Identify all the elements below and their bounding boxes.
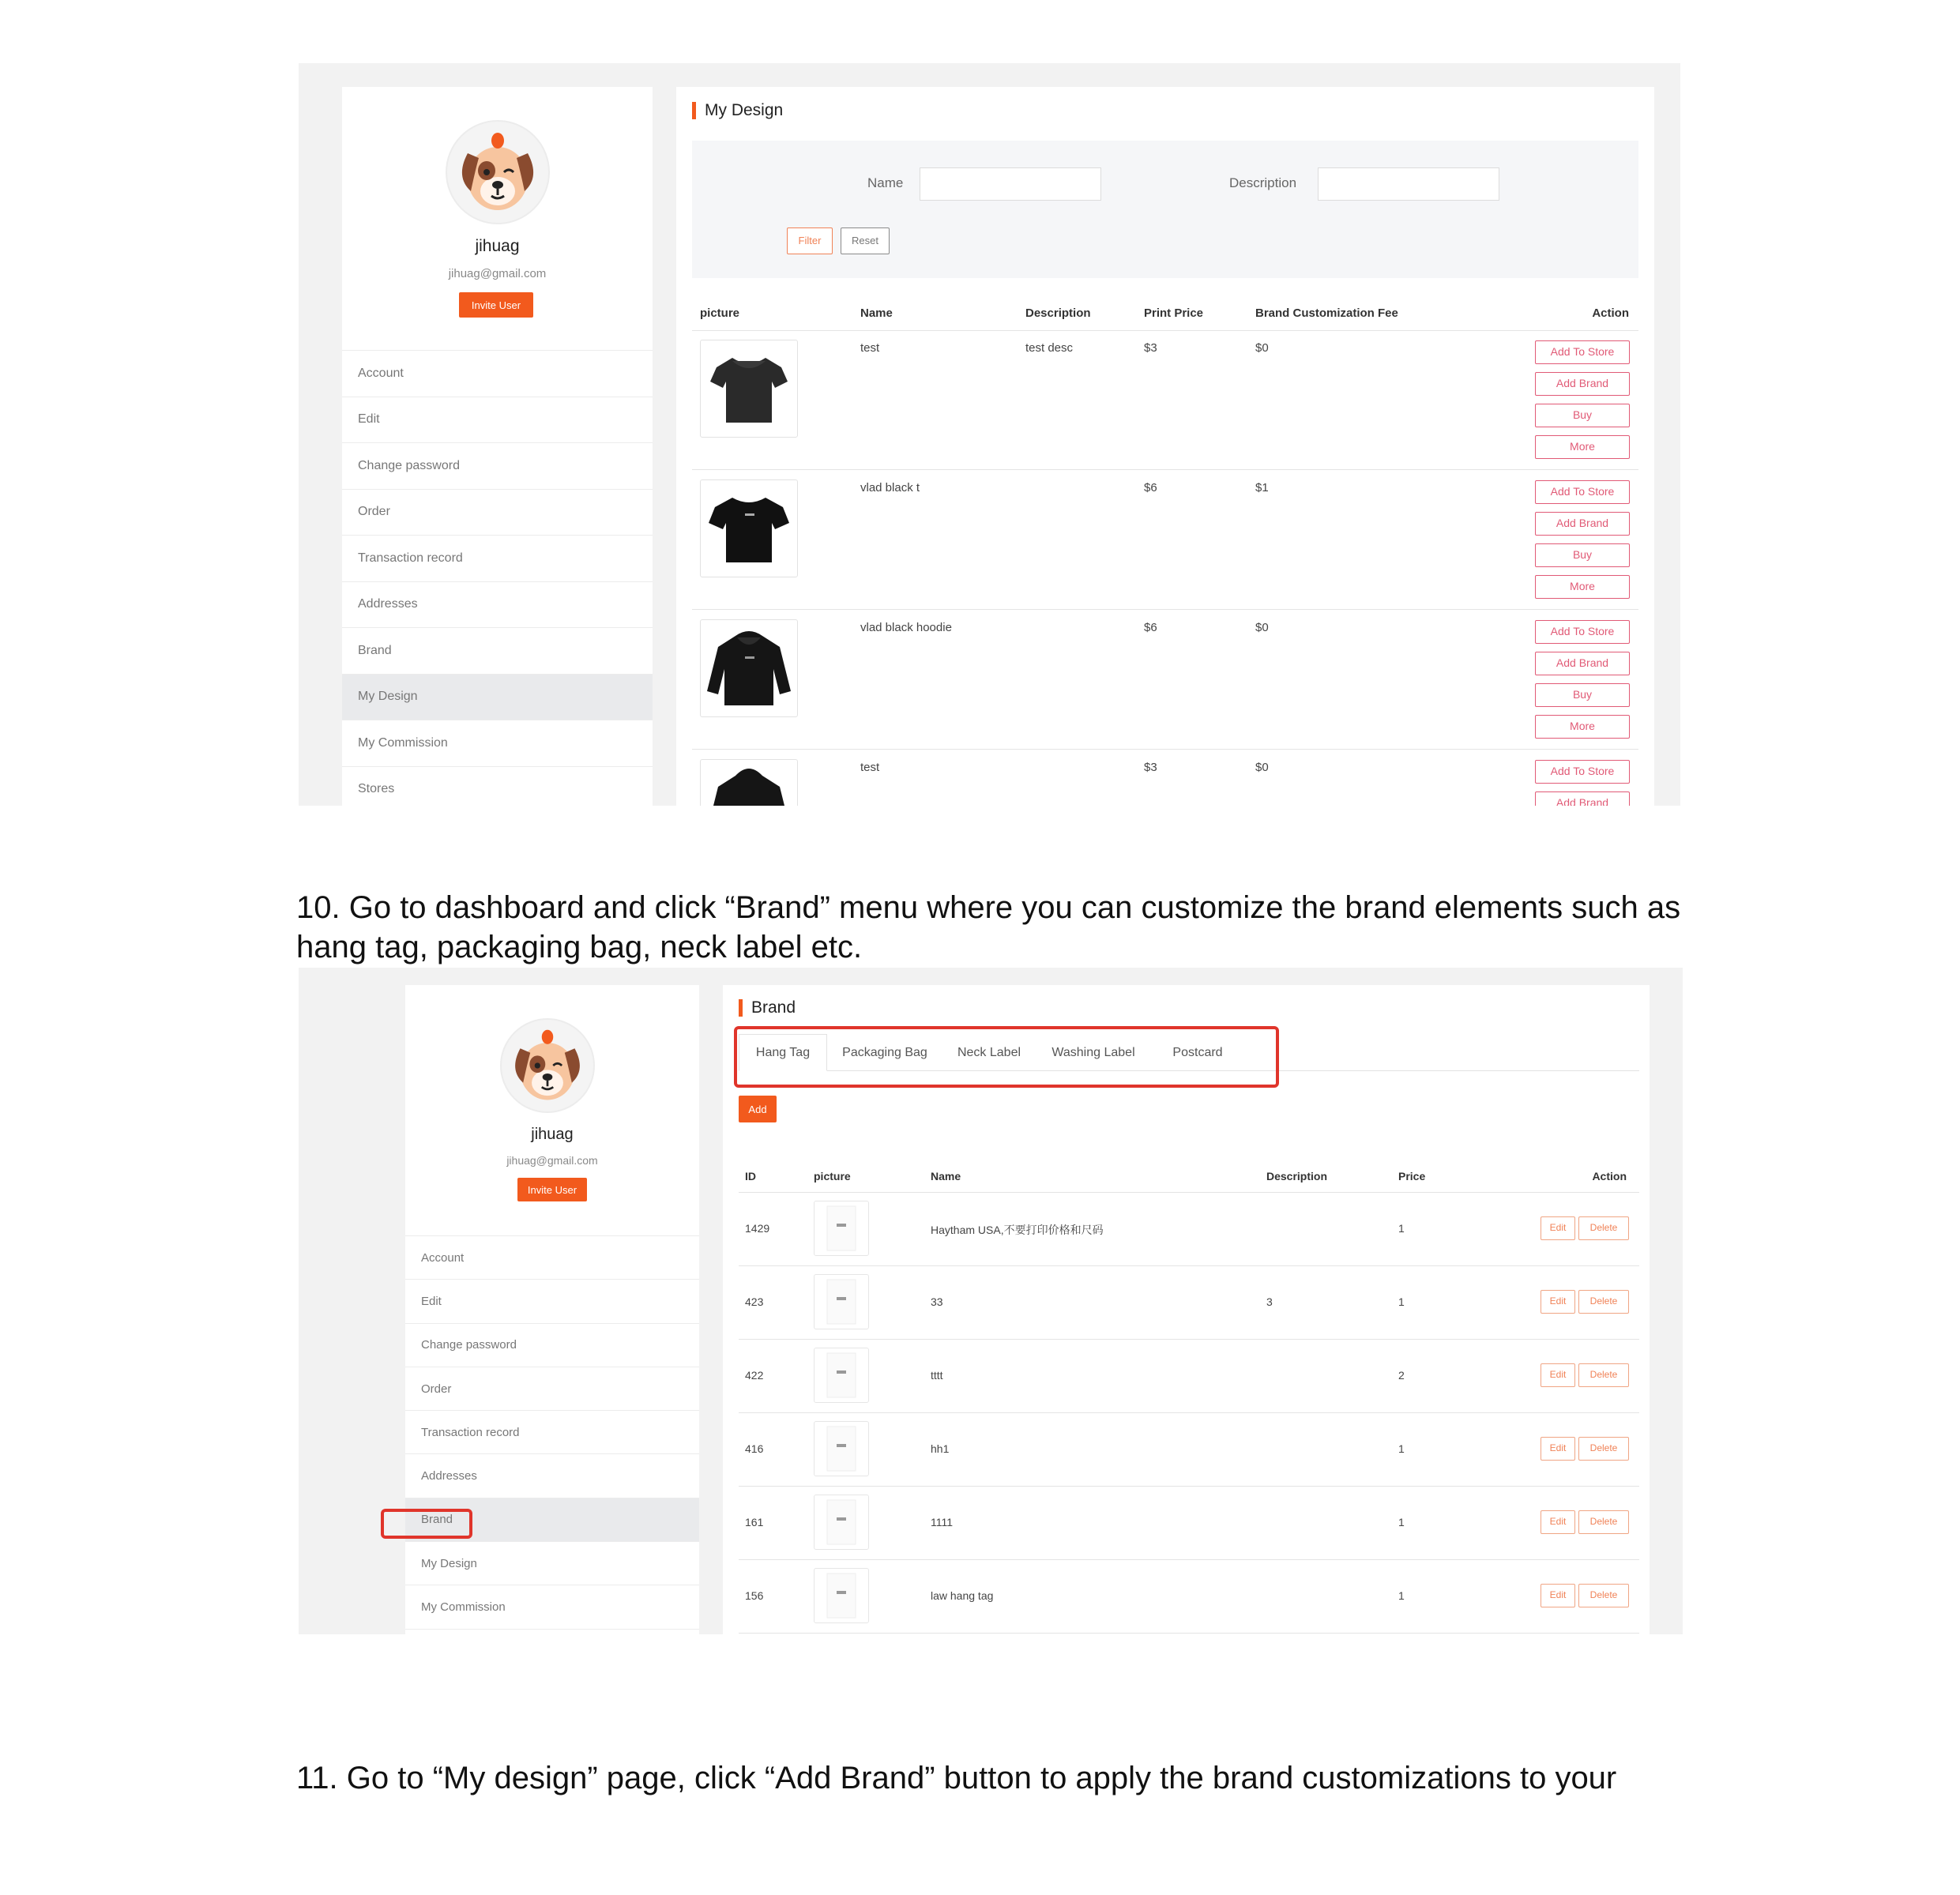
- col-name: Name: [931, 1170, 961, 1182]
- sidebar-item-brand[interactable]: Brand: [405, 1498, 699, 1542]
- delete-button[interactable]: Delete: [1578, 1363, 1629, 1387]
- row-brand-fee: $0: [1255, 621, 1269, 634]
- row-id: 423: [745, 1295, 764, 1308]
- col-picture: picture: [700, 306, 740, 320]
- filter-button[interactable]: Filter: [787, 227, 833, 254]
- row-id: 422: [745, 1368, 764, 1382]
- hang-tag-thumbnail[interactable]: [814, 1421, 869, 1476]
- header-divider: [739, 1192, 1639, 1193]
- sidebar-menu: [405, 1235, 699, 1630]
- title-accent: [739, 999, 743, 1017]
- tabs-highlight: [734, 1026, 1279, 1088]
- name-input[interactable]: [920, 167, 1101, 201]
- row-id: 416: [745, 1442, 764, 1455]
- my-design-panel: [676, 87, 1654, 806]
- row-name: vlad black hoodie: [860, 621, 952, 634]
- col-brand-fee: Brand Customization Fee: [1255, 306, 1398, 320]
- add-to-store-button[interactable]: Add To Store: [1535, 480, 1630, 504]
- dog-avatar-icon: [502, 1020, 593, 1111]
- description-label: Description: [1229, 175, 1297, 190]
- row-price: 1: [1398, 1221, 1405, 1235]
- add-to-store-button[interactable]: Add To Store: [1535, 760, 1630, 784]
- row-name: 1111: [931, 1515, 954, 1528]
- row-name: vlad black t: [860, 481, 920, 494]
- screenshot-my-design: [299, 63, 1680, 806]
- sidebar-item-account[interactable]: Account: [405, 1236, 699, 1280]
- design-thumbnail[interactable]: [700, 340, 798, 438]
- name-label: Name: [867, 175, 904, 190]
- more-button[interactable]: More: [1535, 435, 1630, 459]
- tshirt-icon: [701, 340, 797, 437]
- row-name: Haytham USA,不要打印价格和尺码: [931, 1223, 1104, 1236]
- col-picture: picture: [814, 1170, 851, 1182]
- sidebar-item-order[interactable]: Order: [342, 490, 653, 536]
- user-email: jihuag@gmail.com: [448, 267, 547, 280]
- sidebar-item-transaction-record[interactable]: Transaction record: [342, 536, 653, 582]
- row-name: test: [860, 761, 880, 774]
- row-price: 1: [1398, 1295, 1405, 1308]
- sidebar-item-my-design[interactable]: My Design: [405, 1542, 699, 1585]
- avatar[interactable]: [446, 120, 550, 224]
- hang-tag-icon: [814, 1495, 868, 1549]
- row-print-price: $6: [1144, 621, 1157, 634]
- col-action: Action: [1592, 1170, 1627, 1182]
- hoodie-icon: [701, 620, 797, 716]
- sidebar-item-edit[interactable]: Edit: [405, 1280, 699, 1323]
- row-brand-fee: $1: [1255, 481, 1269, 494]
- row-id: 1429: [745, 1221, 770, 1235]
- sidebar-item-my-commission[interactable]: My Commission: [405, 1585, 699, 1629]
- username: jihuag: [475, 237, 520, 255]
- delete-button[interactable]: Delete: [1578, 1584, 1629, 1607]
- header-divider: [692, 330, 1638, 331]
- col-price: Price: [1398, 1170, 1426, 1182]
- row-brand-fee: $0: [1255, 761, 1269, 774]
- hang-tag-thumbnail[interactable]: [814, 1348, 869, 1403]
- row-divider: [739, 1486, 1639, 1487]
- add-to-store-button[interactable]: Add To Store: [1535, 340, 1630, 364]
- page-title: My Design: [705, 101, 784, 119]
- sidebar-item-change-password[interactable]: Change password: [405, 1324, 699, 1367]
- buy-button[interactable]: Buy: [1535, 683, 1630, 707]
- row-print-price: $3: [1144, 341, 1157, 355]
- col-print-price: Print Price: [1144, 306, 1204, 320]
- add-button[interactable]: Add: [739, 1096, 777, 1122]
- username: jihuag: [531, 1126, 574, 1143]
- delete-button[interactable]: Delete: [1578, 1437, 1629, 1461]
- design-thumbnail[interactable]: [700, 619, 798, 717]
- user-email: jihuag@gmail.com: [506, 1154, 598, 1167]
- row-price: 1: [1398, 1589, 1405, 1602]
- sidebar-item-order[interactable]: Order: [405, 1367, 699, 1411]
- row-name: tttt: [931, 1368, 943, 1382]
- row-name: hh1: [931, 1442, 950, 1455]
- col-description: Description: [1266, 1170, 1328, 1182]
- row-divider: [739, 1339, 1639, 1340]
- col-action: Action: [1592, 306, 1629, 320]
- invite-user-button[interactable]: Invite User: [459, 292, 533, 318]
- tab-postcard[interactable]: Postcard: [1172, 1046, 1223, 1059]
- brand-menu-highlight: [381, 1509, 472, 1539]
- row-divider: [739, 1559, 1639, 1560]
- sidebar-item-stores[interactable]: Stores: [342, 767, 653, 807]
- col-id: ID: [745, 1170, 756, 1182]
- sidebar-menu: [342, 350, 653, 806]
- row-divider: [739, 1412, 1639, 1413]
- row-divider: [739, 1265, 1639, 1266]
- tab-hang-tag[interactable]: Hang Tag: [739, 1034, 827, 1071]
- row-name: 33: [931, 1295, 943, 1308]
- description-input[interactable]: [1318, 167, 1499, 201]
- add-brand-button[interactable]: Add Brand: [1535, 372, 1630, 396]
- add-to-store-button[interactable]: Add To Store: [1535, 620, 1630, 644]
- instruction-step-11: 11. Go to “My design” page, click “Add Brand” button to apply the brand customizations to your: [296, 1761, 1617, 1795]
- edit-button[interactable]: Edit: [1541, 1437, 1575, 1461]
- row-print-price: $6: [1144, 481, 1157, 494]
- title-accent: [692, 102, 696, 119]
- tshirt-icon: [701, 480, 797, 577]
- buy-button[interactable]: Buy: [1535, 543, 1630, 567]
- edit-button[interactable]: Edit: [1541, 1290, 1575, 1314]
- screenshot-brand: [299, 968, 1683, 1634]
- more-button[interactable]: More: [1535, 575, 1630, 599]
- add-brand-button[interactable]: Add Brand: [1535, 512, 1630, 536]
- tab-neck-label[interactable]: Neck Label: [957, 1046, 1021, 1059]
- row-price: 1: [1398, 1515, 1405, 1528]
- sidebar-item-addresses[interactable]: Addresses: [342, 582, 653, 629]
- row-id: 161: [745, 1515, 764, 1528]
- sidebar-item-my-commission[interactable]: My Commission: [342, 720, 653, 767]
- design-thumbnail[interactable]: [700, 479, 798, 577]
- avatar[interactable]: [500, 1018, 595, 1113]
- hang-tag-thumbnail[interactable]: [814, 1568, 869, 1623]
- sidebar-item-change-password[interactable]: Change password: [342, 443, 653, 490]
- sidebar-item-account[interactable]: Account: [342, 351, 653, 397]
- page-title: Brand: [751, 998, 796, 1017]
- edit-button[interactable]: Edit: [1541, 1510, 1575, 1534]
- sidebar-item-transaction-record[interactable]: Transaction record: [405, 1411, 699, 1454]
- hang-tag-icon: [814, 1201, 868, 1255]
- sidebar-item-my-design[interactable]: My Design: [342, 675, 653, 721]
- brand-panel: [723, 985, 1650, 1634]
- row-brand-fee: $0: [1255, 341, 1269, 355]
- row-id: 156: [745, 1589, 764, 1602]
- edit-button[interactable]: Edit: [1541, 1584, 1575, 1607]
- tab-packaging-bag[interactable]: Packaging Bag: [842, 1046, 927, 1059]
- tab-washing-label[interactable]: Washing Label: [1051, 1046, 1135, 1059]
- edit-button[interactable]: Edit: [1541, 1363, 1575, 1387]
- row-price: 1: [1398, 1442, 1405, 1455]
- delete-button[interactable]: Delete: [1578, 1290, 1629, 1314]
- dog-avatar-icon: [447, 122, 548, 223]
- row-description: 3: [1266, 1295, 1273, 1308]
- invite-user-button[interactable]: Invite User: [517, 1178, 587, 1201]
- more-button[interactable]: More: [1535, 715, 1630, 739]
- hang-tag-icon: [814, 1348, 868, 1402]
- row-price: 2: [1398, 1368, 1405, 1382]
- row-divider: [739, 1633, 1639, 1634]
- row-description: test desc: [1025, 341, 1074, 355]
- design-thumbnail[interactable]: [700, 759, 798, 806]
- hang-tag-icon: [814, 1422, 868, 1476]
- hoodie-icon: [701, 760, 797, 806]
- hang-tag-thumbnail[interactable]: [814, 1201, 869, 1256]
- hang-tag-thumbnail[interactable]: [814, 1495, 869, 1550]
- sidebar-item-edit[interactable]: Edit: [342, 397, 653, 444]
- edit-button[interactable]: Edit: [1541, 1216, 1575, 1240]
- delete-button[interactable]: Delete: [1578, 1510, 1629, 1534]
- reset-button[interactable]: Reset: [841, 227, 890, 254]
- add-brand-button[interactable]: Add Brand: [1535, 652, 1630, 675]
- sidebar: [342, 87, 653, 806]
- row-divider: [692, 609, 1638, 610]
- row-name: test: [860, 341, 880, 355]
- instruction-step-10: 10. Go to dashboard and click “Brand” menu where you can customize the brand elements such as hang tag, packaging bag, neck label etc.: [296, 890, 1681, 964]
- row-name: law hang tag: [931, 1589, 994, 1602]
- sidebar-item-brand[interactable]: Brand: [342, 628, 653, 675]
- hang-tag-thumbnail[interactable]: [814, 1274, 869, 1329]
- row-divider: [692, 749, 1638, 750]
- filter-area: [692, 141, 1638, 278]
- col-name: Name: [860, 306, 893, 320]
- col-description: Description: [1025, 306, 1091, 320]
- row-print-price: $3: [1144, 761, 1157, 774]
- add-brand-button[interactable]: Add Brand: [1535, 791, 1630, 806]
- sidebar-item-addresses[interactable]: Addresses: [405, 1454, 699, 1498]
- hang-tag-icon: [814, 1275, 868, 1329]
- row-divider: [692, 469, 1638, 470]
- buy-button[interactable]: Buy: [1535, 404, 1630, 427]
- hang-tag-icon: [814, 1569, 868, 1622]
- delete-button[interactable]: Delete: [1578, 1216, 1629, 1240]
